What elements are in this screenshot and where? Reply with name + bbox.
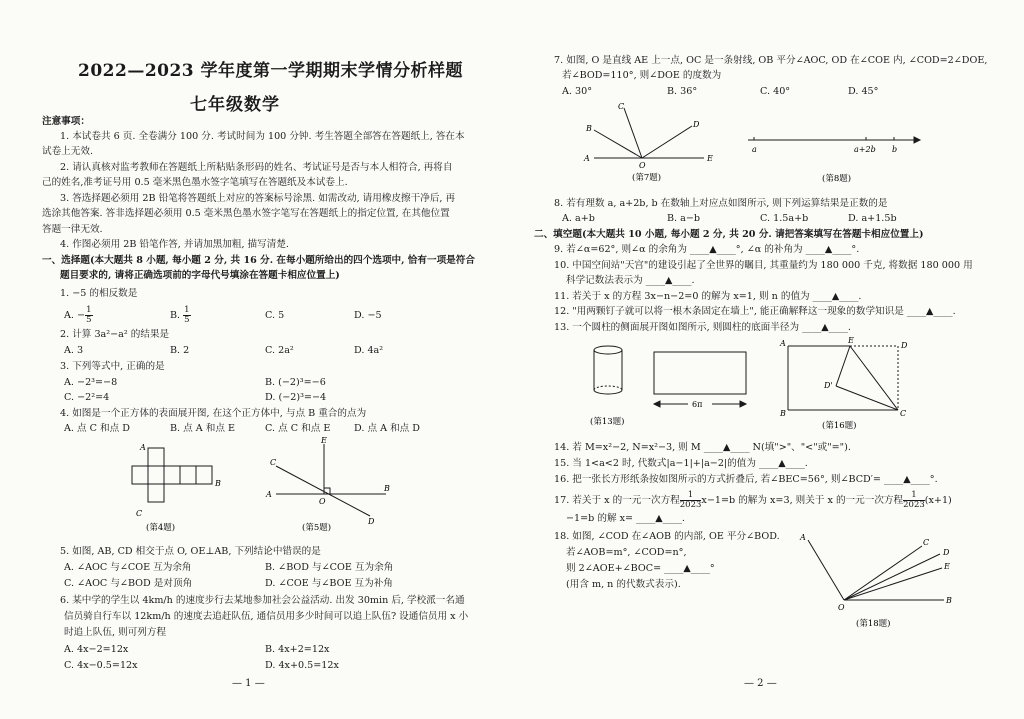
- section1-heading-cont: 题目要求的, 请将正确选项前的字母代号填涂在答题卡相应位置上): [60, 270, 340, 281]
- q5-option-c: C. ∠AOC 与∠BOD 是对顶角: [64, 578, 193, 589]
- q8-option-a: A. a+b: [562, 213, 595, 224]
- page-number: — 1 —: [232, 678, 265, 689]
- figure-5-intersecting-lines: [262, 436, 392, 534]
- exam-title: 2022—2023 学年度第一学期期末学情分析样题: [78, 61, 464, 81]
- fig7-label-b: B: [586, 124, 592, 133]
- q8-option-d: D. a+1.5b: [848, 213, 897, 224]
- q16: 16. 把一张长方形纸条按如图所示的方式折叠后, 若∠BEC=56°, 则∠BCD′= ____▲____°.: [554, 474, 938, 485]
- fig18-label-b: B: [946, 596, 952, 605]
- q6-stem: 6. 某中学的学生以 4km/h 的速度步行去某地参加社会公益活动. 出发 30min 后, 学校派一名通: [60, 595, 465, 606]
- figure-13-cylinder: [584, 340, 764, 430]
- q3-option-b: B. (−2)³=−6: [265, 377, 326, 388]
- section2-heading: 二、填空题(本大题共 10 小题, 每小题 2 分, 共 20 分. 请把答案填写在答题卡相应位置上): [534, 229, 924, 240]
- fig7-caption: (第7题): [632, 173, 662, 183]
- fig16-label-b: B: [780, 409, 786, 418]
- fig7-label-c: C: [618, 102, 625, 111]
- q8-stem: 8. 若有理数 a, a+2b, b 在数轴上对应点如图所示, 则下列运算结果是正数的是: [554, 198, 888, 209]
- q2-option-b: B. 2: [170, 345, 190, 356]
- q9: 9. 若∠α=62°, 则∠α 的余角为 ____▲____°, ∠α 的补角为 ____▲____°.: [554, 244, 860, 255]
- figure-8-number-line: [744, 126, 924, 184]
- notes-heading: 注意事项：: [42, 116, 90, 127]
- q8-option-c: C. 1.5a+b: [760, 213, 809, 224]
- q18-cont: (用含 m, n 的代数式表示).: [566, 579, 681, 590]
- q8-option-b: B. a−b: [667, 213, 701, 224]
- fig16-label-a: A: [780, 339, 786, 348]
- fig5-label-b: B: [384, 484, 390, 493]
- q1-option-b: B. $\frac{1}{5}$: [170, 305, 190, 325]
- q4-stem: 4. 如图是一个正方体的表面展开图, 在这个正方体中, 与点 B 重合的点为: [60, 408, 367, 419]
- q5-option-b: B. ∠BOD 与∠COE 互为余角: [265, 562, 394, 573]
- q7-option-c: C. 40°: [760, 86, 791, 97]
- fig5-label-o: O: [319, 497, 326, 506]
- fig8-label-a: a: [752, 145, 757, 154]
- fig16-label-d-prime: D': [824, 381, 833, 390]
- note-line: 己的姓名,准考证号用 0.5 毫米黑色墨水签字笔填写在答题纸及本试卷上.: [42, 177, 348, 188]
- q13: 13. 一个圆柱的侧面展开图如图所示, 则圆柱的底面半径为 ____▲____.: [554, 322, 851, 333]
- fig18-label-e: E: [944, 562, 950, 571]
- fig8-caption: (第8题): [822, 174, 852, 184]
- q7-option-b: B. 36°: [667, 86, 698, 97]
- q17-cont: −1=b 的解 x= ____▲____.: [566, 513, 685, 524]
- fig18-caption: (第18题): [856, 619, 891, 629]
- fig13-caption: (第13题): [590, 417, 625, 427]
- q10: 10. 中国空间站"天宫"的建设引起了全世界的瞩目, 其重量约为 180 000 千克, 将数据 180 000 用: [554, 260, 973, 271]
- q6-option-c: C. 4x−0.5=12x: [64, 660, 138, 671]
- q4-option-d: D. 点 A 和点 D: [354, 423, 420, 434]
- q5-option-d: D. ∠COE 与∠BOE 互为补角: [265, 578, 393, 589]
- fig8-label-a-plus-2b: a+2b: [854, 145, 876, 154]
- q12: 12. "用两颗钉子就可以将一根木条固定在墙上", 能正确解释这一现象的数学知识是 ____▲____.: [554, 306, 956, 317]
- q4-option-b: B. 点 A 和点 E: [170, 423, 236, 434]
- figure-16-folded-strip: [774, 334, 914, 434]
- q6-option-a: A. 4x−2=12x: [64, 644, 129, 655]
- note-line: 2. 请认真核对监考教师在答题纸上所粘贴条形码的姓名、考试证号是否与本人相符合, 再将自: [60, 162, 453, 173]
- figure-7-rays: [580, 100, 720, 188]
- note-line: 3. 答选择题必须用 2B 铅笔将答题纸上对应的答案标号涂黑. 如需改动, 请用橡皮擦干净后, 再: [60, 193, 456, 204]
- note-line: 试卷上无效.: [42, 146, 94, 157]
- fig18-label-d: D: [943, 548, 950, 557]
- fig5-caption: (第5题): [302, 523, 332, 533]
- q7-option-d: D. 45°: [848, 86, 879, 97]
- fig16-label-d: D: [901, 341, 908, 350]
- fig13-label-6pi: 6π: [692, 400, 703, 409]
- q15: 15. 当 1<a<2 时, 代数式|a−1|+|a−2|的值为 ____▲____.: [554, 458, 808, 469]
- q6-stem-cont: 信员骑自行车以 12km/h 的速度去追赶队伍, 通信员用多少时间可以追上队伍? 设通信员用 x 小: [64, 611, 469, 622]
- fig4-label-b: B: [215, 479, 221, 488]
- q1-stem: 1. −5 的相反数是: [60, 288, 138, 299]
- q18-cont: 若∠AOB=m°, ∠COD=n°,: [566, 547, 687, 558]
- fig4-label-a: A: [140, 443, 146, 452]
- fig5-label-c: C: [270, 458, 277, 467]
- page-number: — 2 —: [744, 678, 777, 689]
- fig8-label-b: b: [892, 145, 898, 154]
- note-line: 4. 作图必须用 2B 铅笔作答, 并请加黑加粗, 描写清楚.: [60, 239, 289, 250]
- fig7-label-e: E: [707, 154, 713, 163]
- q4-option-c: C. 点 C 和点 E: [265, 423, 331, 434]
- q10-cont: 科学记数法表示为 ____▲____.: [566, 275, 695, 286]
- fig16-label-c: C: [900, 409, 907, 418]
- q1-option-c: C. 5: [265, 310, 285, 321]
- q1-option-d: D. −5: [354, 310, 382, 321]
- note-line: 答题一律无效.: [42, 224, 103, 235]
- fig7-label-o: O: [639, 161, 646, 170]
- q4-option-a: A. 点 C 和点 D: [64, 423, 130, 434]
- q6-stem-cont: 时追上队伍, 则可列方程: [64, 627, 167, 638]
- fig16-caption: (第16题): [822, 421, 857, 431]
- q6-option-b: B. 4x+2=12x: [265, 644, 330, 655]
- q3-option-a: A. −2³=−8: [64, 377, 118, 388]
- note-line: 1. 本试卷共 6 页. 全卷满分 100 分. 考试时间为 100 分钟. 考生答题全部答在答题纸上, 答在本: [60, 131, 465, 142]
- q7-option-a: A. 30°: [562, 86, 593, 97]
- note-line: 选涂其他答案. 答非选择题必须用 0.5 毫米黑色墨水签字笔写在答题纸上的指定位置, 在其他位置: [42, 208, 450, 219]
- fig7-label-d: D: [693, 120, 700, 129]
- q3-option-c: C. −2²=4: [64, 392, 110, 403]
- q6-option-d: D. 4x+0.5=12x: [265, 660, 339, 671]
- page-2: [512, 0, 1024, 719]
- q17: 17. 若关于 x 的一元一次方程 $\frac{1}{2023}$ x−1=b 的解为 x=3, 则关于 x 的一元一次方程 $\frac{1}{2023}$ (x+1): [554, 490, 952, 510]
- q2-option-a: A. 3: [64, 345, 84, 356]
- section1-heading: 一、选择题(本大题共 8 小题, 每小题 2 分, 共 16 分. 在每小题所给出的四个选项中, 恰有一项是符合: [42, 255, 475, 266]
- fig18-label-c: C: [923, 538, 930, 547]
- figure-18-angles: [794, 528, 964, 630]
- q18: 18. 如图, ∠COD 在∠AOB 的内部, OE 平分∠BOD.: [554, 531, 780, 542]
- q3-option-d: D. (−2)³=−4: [265, 392, 327, 403]
- fig5-label-e: E: [321, 436, 327, 445]
- q7-stem-cont: 若∠BOD=110°, 则∠DOE 的度数为: [562, 70, 722, 81]
- fig4-caption: (第4题): [146, 523, 176, 533]
- fig5-label-d: D: [368, 517, 375, 526]
- fig16-label-e: E: [848, 336, 854, 345]
- q2-option-c: C. 2a²: [265, 345, 294, 356]
- q1-option-a: A. − $\frac{1}{5}$: [64, 305, 92, 325]
- q2-stem: 2. 计算 3a²−a² 的结果是: [60, 329, 170, 340]
- fig5-label-a: A: [266, 490, 272, 499]
- q5-stem: 5. 如图, AB, CD 相交于点 O, OE⊥AB, 下列结论中错误的是: [60, 546, 321, 557]
- q7-stem: 7. 如图, O 是直线 AE 上一点, OC 是一条射线, OB 平分∠AOC, OD 在∠COE 内, ∠COD=2∠DOE,: [554, 55, 988, 66]
- q3-stem: 3. 下列等式中, 正确的是: [60, 361, 165, 372]
- q2-option-d: D. 4a²: [354, 345, 384, 356]
- q5-option-a: A. ∠AOC 与∠COE 互为余角: [64, 562, 192, 573]
- q11: 11. 若关于 x 的方程 3x−n−2=0 的解为 x=1, 则 n 的值为 ____▲____.: [554, 291, 862, 302]
- q14: 14. 若 M=x²−2, N=x²−3, 则 M ____▲____ N(填">"、"<"或"=").: [554, 442, 851, 453]
- fig4-label-c: C: [136, 509, 143, 518]
- fig18-label-o: O: [838, 603, 845, 612]
- exam-subtitle: 七年级数学: [190, 95, 280, 115]
- fig18-label-a: A: [800, 533, 806, 542]
- q18-cont: 则 2∠AOE+∠BOC= ____▲____°: [566, 563, 715, 574]
- figure-4-cube-net: [118, 440, 238, 535]
- fig7-label-a: A: [584, 154, 590, 163]
